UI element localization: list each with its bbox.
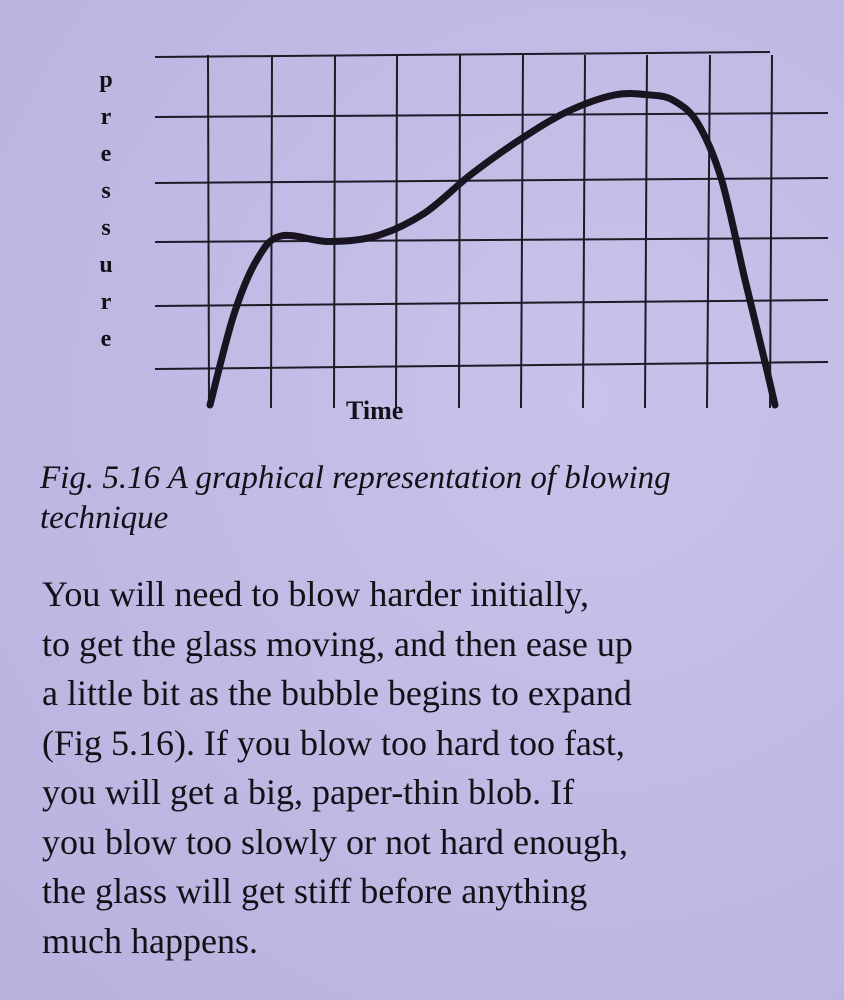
pressure-curve	[210, 94, 775, 405]
paragraph-line: You will need to blow harder initially,	[42, 574, 589, 614]
grid-line-vertical	[521, 55, 523, 408]
paragraph-line: a little bit as the bubble begins to expand	[42, 673, 632, 713]
paragraph-line: the glass will get stiff before anything	[42, 871, 588, 911]
caption-line: Fig. 5.16 A graphical representation of blowing	[40, 460, 671, 496]
body-paragraph	[42, 570, 842, 966]
paragraph-line: (Fig 5.16). If you blow too hard too fast,	[42, 722, 625, 763]
paragraph-line: to get the glass moving, and then ease up	[42, 623, 633, 664]
figure-caption	[40, 458, 830, 538]
grid-line-vertical	[334, 55, 335, 408]
grid-line-horizontal	[155, 178, 828, 183]
caption-line: technique	[40, 500, 169, 536]
y-axis-label-letter: r	[100, 289, 112, 315]
grid-line-horizontal	[155, 52, 770, 57]
grid-line-vertical	[707, 55, 710, 408]
grid-line-vertical	[271, 55, 272, 408]
y-axis-label-letter: u	[99, 252, 113, 278]
paragraph-line: you blow too slowly or not hard enough,	[42, 821, 628, 862]
y-axis-label-letter: r	[100, 104, 112, 130]
y-axis-label-letter: s	[101, 215, 111, 241]
pressure-time-chart	[0, 0, 844, 420]
grid-line-vertical	[208, 55, 209, 408]
y-axis-label-letter: e	[100, 326, 112, 352]
y-axis-label-letter: s	[101, 178, 111, 204]
grid-line-vertical	[645, 55, 647, 408]
y-axis-label-letter: e	[100, 141, 112, 167]
x-axis-label: Time	[346, 396, 404, 425]
grid-line-horizontal	[155, 362, 828, 369]
grid-line-vertical	[459, 55, 460, 408]
y-axis-label	[88, 62, 124, 358]
paragraph-line: much happens.	[42, 920, 258, 961]
grid-line-horizontal	[155, 300, 828, 306]
paragraph-line: you will get a big, paper-thin blob. If	[42, 772, 575, 812]
grid-line-horizontal	[155, 238, 828, 242]
grid-line-vertical	[770, 55, 772, 408]
grid-line-horizontal	[155, 113, 828, 117]
y-axis-label-letter: p	[99, 67, 113, 93]
chart-grid	[155, 52, 828, 408]
